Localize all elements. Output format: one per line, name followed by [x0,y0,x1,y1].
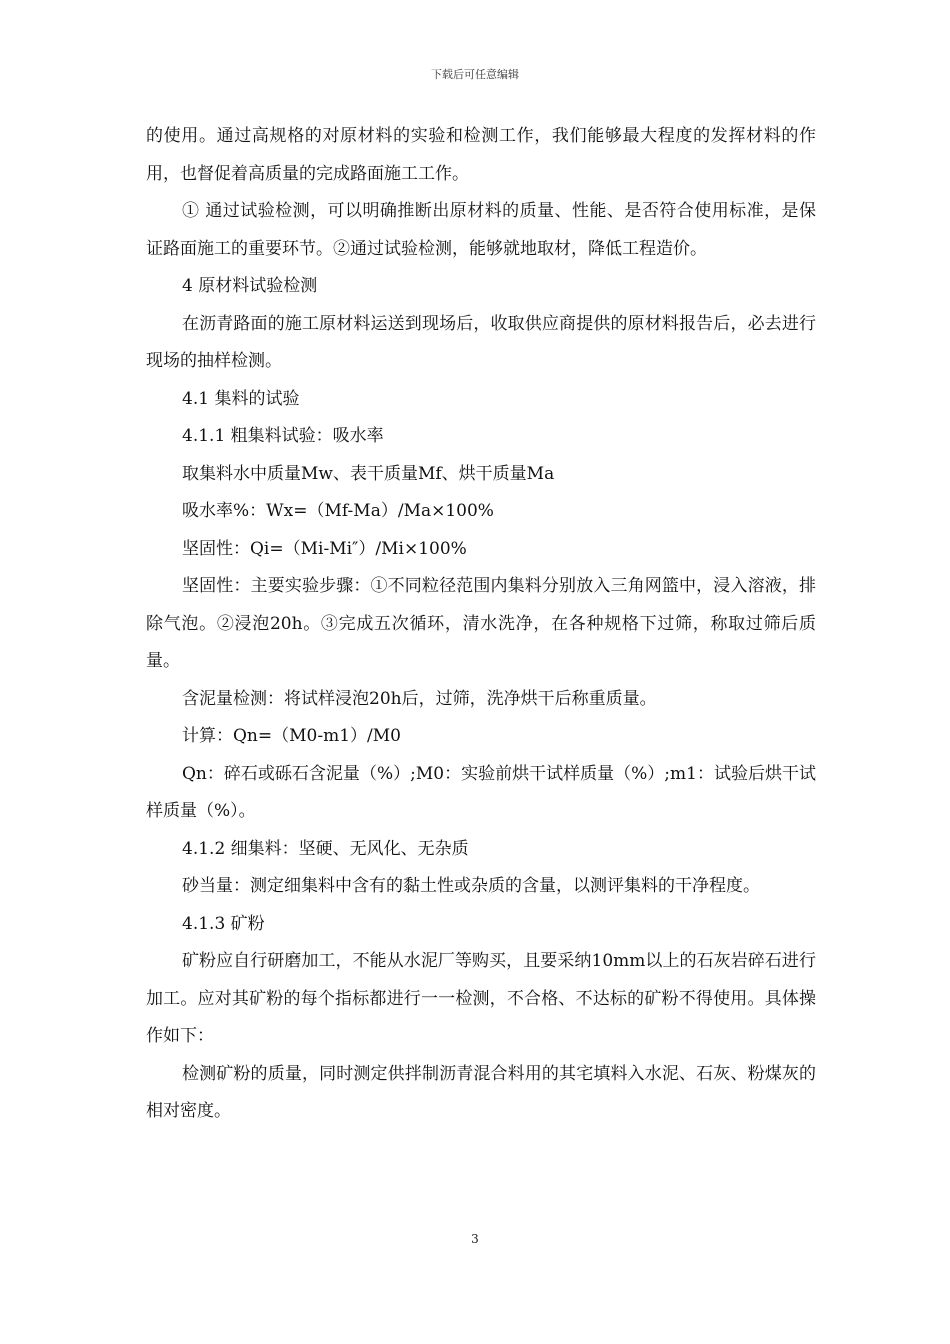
paragraph: 检测矿粉的质量，同时测定供拌制沥青混合料用的其宅填料入水泥、石灰、粉煤灰的相对密度。 [146,1063,816,1121]
page-header: 下载后可任意编辑 [431,68,519,81]
paragraph: 矿粉应自行研磨加工，不能从水泥厂等购买，且要采纳10mm以上的石灰岩碎石进行加工。应对其矿粉的每个指标都进行一一检测，不合格、不达标的矿粉不得使用。具体操作如下： [146,951,816,1046]
page-number: 3 [471,1232,479,1246]
paragraph: ① 通过试验检测，可以明确推断出原材料的质量、性能、是否符合使用标准，是保证路面施工的重要环节。②通过试验检测，能够就地取材，降低工程造价。 [146,201,816,259]
document-body [146,118,816,1131]
paragraph: 在沥青路面的施工原材料运送到现场后，收取供应商提供的原材料报告后，必去进行现场的抽样检测。 [146,313,816,371]
paragraph: 含泥量检测：将试样浸泡20h后，过筛，洗净烘干后称重质量。 [182,688,657,709]
section-heading: 4.1.3 矿粉 [182,913,265,934]
section-heading: 4.1 集料的试验 [182,388,300,409]
section-heading: 4.1.2 细集料：坚硬、无风化、无杂质 [182,838,469,859]
formula-line: 计算：Qn=（M0-m1）/M0 [182,726,401,746]
section-heading: 4.1.1 粗集料试验：吸水率 [182,426,384,446]
paragraph: 的使用。通过高规格的对原材料的实验和检测工作，我们能够最大程度的发挥材料的作用，也督促着高质量的完成路面施工工作。 [146,126,816,184]
paragraph: 取集料水中质量Mw、表干质量Mf、烘干质量Ma [182,463,555,484]
paragraph: 坚固性：主要实验步骤：①不同粒径范围内集料分别放入三角网篮中，浸入溶液，排除气泡。②浸泡20h。③完成五次循环，清水洗净，在各种规格下过筛，称取过筛后质量。 [146,576,816,671]
formula-line: 坚固性：Qi=（Mi-Mi″）/Mi×100% [182,538,467,559]
paragraph: Qn：碎石或砾石含泥量（%）;M0：实验前烘干试样质量（%）;m1：试验后烘干试样质量（%）。 [146,763,816,821]
section-heading: 4 原材料试验检测 [182,276,318,296]
formula-line: 吸水率%：Wx=（Mf-Ma）/Ma×100% [182,501,494,521]
paragraph: 砂当量：测定细集料中含有的黏土性或杂质的含量，以测评集料的干净程度。 [182,876,760,896]
